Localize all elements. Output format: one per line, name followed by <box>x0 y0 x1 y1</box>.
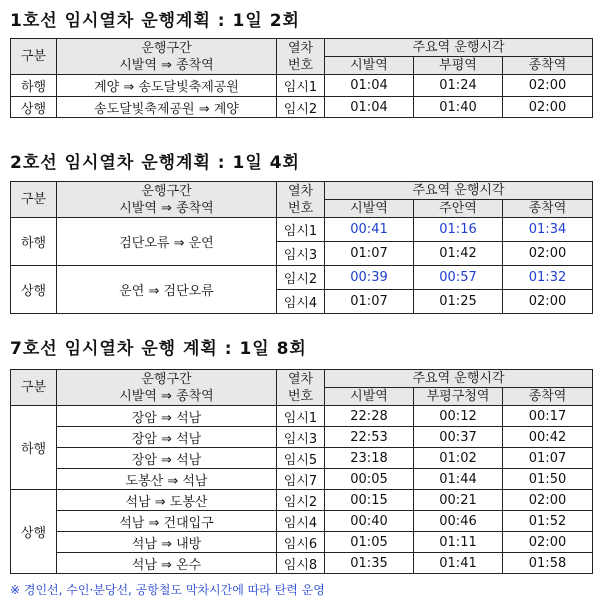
time-cell: 01:52 <box>503 511 593 532</box>
time-cell: 01:40 <box>414 97 503 118</box>
header-arrive: 종착역 <box>503 57 593 75</box>
route-cell: 석남 ⇒ 내방 <box>57 532 277 553</box>
route-cell: 장암 ⇒ 석남 <box>57 427 277 448</box>
header-train: 열차 번호 <box>277 370 325 406</box>
time-cell: 00:21 <box>414 490 503 511</box>
train-cell: 임시2 <box>277 266 325 290</box>
table-row <box>11 511 593 532</box>
header-train: 열차 번호 <box>277 39 325 75</box>
line7-table <box>10 369 593 574</box>
time-cell: 23:18 <box>325 448 414 469</box>
table-row <box>11 218 593 242</box>
header-gubun: 구분 <box>11 182 57 218</box>
time-cell: 22:53 <box>325 427 414 448</box>
header-mid-station: 부평구청역 <box>414 388 503 406</box>
time-cell: 01:25 <box>414 290 503 314</box>
time-cell: 00:05 <box>325 469 414 490</box>
direction-cell: 상행 <box>11 97 57 118</box>
route-cell: 석남 ⇒ 건대입구 <box>57 511 277 532</box>
direction-cell: 하행 <box>11 218 57 266</box>
header-route: 운행구간 시발역 ⇒ 종착역 <box>57 182 277 218</box>
table-row <box>11 75 593 97</box>
time-cell: 01:02 <box>414 448 503 469</box>
time-cell: 01:44 <box>414 469 503 490</box>
header-depart: 시발역 <box>325 57 414 75</box>
time-cell: 00:41 <box>325 218 414 242</box>
train-cell: 임시1 <box>277 75 325 97</box>
route-cell: 송도달빛축제공원 ⇒ 계양 <box>57 97 277 118</box>
line7-title: 7호선 임시열차 운행 계획 : 1일 8회 <box>10 339 307 359</box>
table-row <box>11 553 593 574</box>
line1-table <box>10 38 593 118</box>
time-cell: 01:07 <box>325 242 414 266</box>
train-cell: 임시2 <box>277 490 325 511</box>
header-route: 운행구간 시발역 ⇒ 종착역 <box>57 39 277 75</box>
time-cell: 02:00 <box>503 532 593 553</box>
time-cell: 01:24 <box>414 75 503 97</box>
table-row <box>11 469 593 490</box>
train-cell: 임시6 <box>277 532 325 553</box>
time-cell: 01:07 <box>503 448 593 469</box>
table-row <box>11 532 593 553</box>
time-cell: 00:46 <box>414 511 503 532</box>
time-cell: 01:41 <box>414 553 503 574</box>
table-row <box>11 97 593 118</box>
time-cell: 02:00 <box>503 75 593 97</box>
header-arrive: 종착역 <box>503 200 593 218</box>
table-row <box>11 490 593 511</box>
direction-cell: 상행 <box>11 490 57 574</box>
footnote: ※ 경인선, 수인·분당선, 공항철도 막차시간에 따라 탄력 운영 <box>10 583 325 597</box>
time-cell: 00:12 <box>414 406 503 427</box>
route-cell: 장암 ⇒ 석남 <box>57 406 277 427</box>
time-cell: 00:37 <box>414 427 503 448</box>
time-cell: 01:07 <box>325 290 414 314</box>
header-arrive: 종착역 <box>503 388 593 406</box>
time-cell: 02:00 <box>503 290 593 314</box>
table-row <box>11 406 593 427</box>
time-cell: 01:42 <box>414 242 503 266</box>
time-cell: 01:05 <box>325 532 414 553</box>
train-cell: 임시4 <box>277 290 325 314</box>
header-train: 열차 번호 <box>277 182 325 218</box>
route-cell: 계양 ⇒ 송도달빛축제공원 <box>57 75 277 97</box>
time-cell: 00:57 <box>414 266 503 290</box>
line1-title: 1호선 임시열차 운행계획 : 1일 2회 <box>10 11 300 31</box>
train-cell: 임시5 <box>277 448 325 469</box>
time-cell: 01:32 <box>503 266 593 290</box>
train-cell: 임시3 <box>277 242 325 266</box>
header-mid-station: 부평역 <box>414 57 503 75</box>
route-cell: 검단오류 ⇒ 운연 <box>57 218 277 266</box>
time-cell: 00:40 <box>325 511 414 532</box>
train-cell: 임시1 <box>277 218 325 242</box>
header-gubun: 구분 <box>11 39 57 75</box>
time-cell: 01:04 <box>325 75 414 97</box>
header-gubun: 구분 <box>11 370 57 406</box>
train-cell: 임시1 <box>277 406 325 427</box>
time-cell: 01:04 <box>325 97 414 118</box>
time-cell: 02:00 <box>503 242 593 266</box>
route-cell: 석남 ⇒ 도봉산 <box>57 490 277 511</box>
time-cell: 02:00 <box>503 97 593 118</box>
time-cell: 00:42 <box>503 427 593 448</box>
time-cell: 01:50 <box>503 469 593 490</box>
time-cell: 02:00 <box>503 490 593 511</box>
header-depart: 시발역 <box>325 388 414 406</box>
direction-cell: 하행 <box>11 406 57 490</box>
time-cell: 01:11 <box>414 532 503 553</box>
line2-title: 2호선 임시열차 운행계획 : 1일 4회 <box>10 153 300 173</box>
table-row <box>11 266 593 290</box>
time-cell: 01:34 <box>503 218 593 242</box>
time-cell: 22:28 <box>325 406 414 427</box>
header-depart: 시발역 <box>325 200 414 218</box>
time-cell: 00:17 <box>503 406 593 427</box>
route-cell: 도봉산 ⇒ 석남 <box>57 469 277 490</box>
route-cell: 장암 ⇒ 석남 <box>57 448 277 469</box>
header-times: 주요역 운행시각 <box>325 370 593 388</box>
direction-cell: 상행 <box>11 266 57 314</box>
header-mid-station: 주안역 <box>414 200 503 218</box>
train-cell: 임시2 <box>277 97 325 118</box>
direction-cell: 하행 <box>11 75 57 97</box>
train-cell: 임시4 <box>277 511 325 532</box>
header-times: 주요역 운행시각 <box>325 182 593 200</box>
time-cell: 00:39 <box>325 266 414 290</box>
header-times: 주요역 운행시각 <box>325 39 593 57</box>
time-cell: 01:58 <box>503 553 593 574</box>
time-cell: 01:35 <box>325 553 414 574</box>
table-row <box>11 427 593 448</box>
train-cell: 임시7 <box>277 469 325 490</box>
route-cell: 운연 ⇒ 검단오류 <box>57 266 277 314</box>
route-cell: 석남 ⇒ 온수 <box>57 553 277 574</box>
train-cell: 임시3 <box>277 427 325 448</box>
table-row <box>11 448 593 469</box>
time-cell: 01:16 <box>414 218 503 242</box>
header-route: 운행구간 시발역 ⇒ 종착역 <box>57 370 277 406</box>
line2-table <box>10 181 593 314</box>
time-cell: 00:15 <box>325 490 414 511</box>
train-cell: 임시8 <box>277 553 325 574</box>
